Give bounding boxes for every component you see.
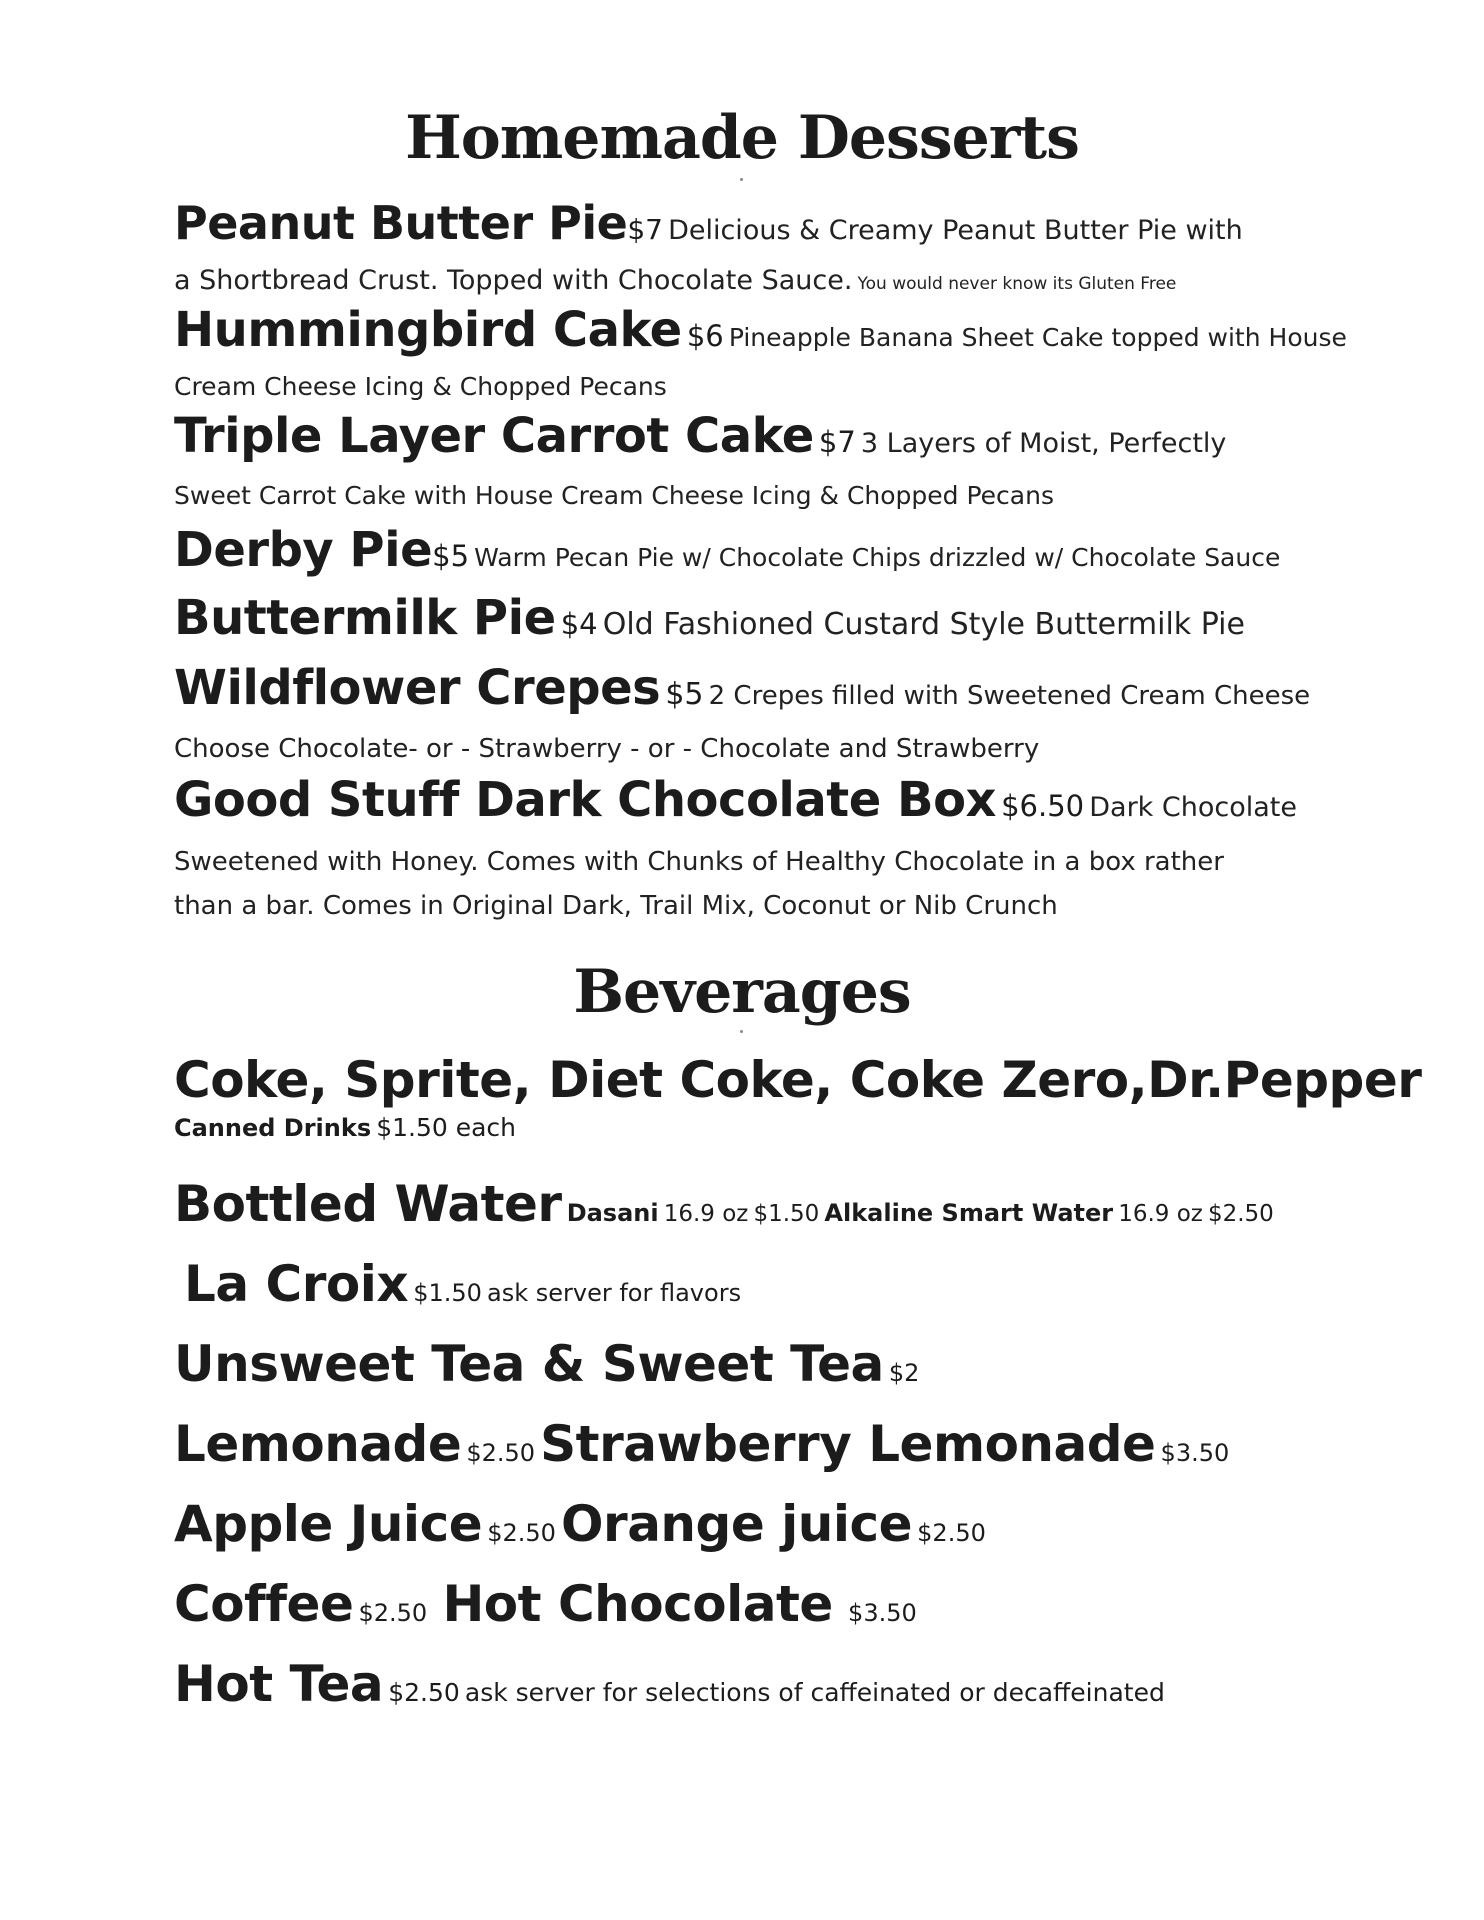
beverage-price: $1.50 — [753, 1201, 820, 1227]
beverage-price: $2.50 — [466, 1439, 536, 1467]
dessert-desc: 2 Crepes filled with Sweetened Cream Cheese — [708, 681, 1311, 711]
beverage-coffee — [174, 1572, 1324, 1648]
dessert-peanut-butter-pie — [174, 196, 1324, 304]
beverage-sub: Alkaline Smart Water — [824, 1199, 1114, 1227]
dessert-name: Hummingbird Cake — [174, 302, 682, 358]
dessert-desc-cont: than a bar. Comes in Original Dark, Trail Mix, Coconut or Nib Crunch — [174, 891, 1058, 921]
beverage-water — [174, 1172, 1324, 1248]
dessert-desc: Old Fashioned Custard Style Buttermilk Pie — [602, 607, 1245, 642]
dessert-name: Good Stuff Dark Chocolate Box — [174, 772, 997, 828]
dessert-buttermilk-pie — [174, 588, 1324, 659]
beverage-name: La Croix — [184, 1255, 409, 1313]
dessert-desc: Warm Pecan Pie w/ Chocolate Chips drizzled w/ Chocolate Sauce — [474, 543, 1281, 572]
dessert-name: Wildflower Crepes — [174, 660, 661, 716]
beverage-name: Unsweet Tea & Sweet Tea — [174, 1335, 884, 1393]
dessert-name: Buttermilk Pie — [174, 590, 556, 646]
beverage-name-2: Orange juice — [561, 1495, 913, 1553]
beverage-name: Lemonade — [174, 1415, 462, 1473]
beverage-price-2: $3.50 — [1160, 1439, 1230, 1467]
beverage-size: 16.9 oz — [663, 1201, 749, 1227]
beverage-hot-tea — [174, 1652, 1324, 1728]
beverage-price: $2.50 — [388, 1678, 460, 1707]
dessert-price: $7 — [627, 213, 663, 246]
beverage-name-2: Strawberry Lemonade — [540, 1415, 1156, 1473]
dessert-price: $6 — [686, 319, 724, 353]
beverage-price: $2.50 — [358, 1599, 428, 1627]
dessert-derby-pie — [174, 520, 1324, 591]
beverage-note: ask server for flavors — [487, 1279, 742, 1307]
dessert-price: $7 — [818, 425, 856, 459]
dessert-desc-cont: Sweetened with Honey. Comes with Chunks of Healthy Chocolate in a box rather — [174, 847, 1224, 877]
dessert-desc-cont: Choose Chocolate- or - Strawberry - or - Chocolate and Strawberry — [174, 734, 1040, 764]
beverage-price: $2.50 — [487, 1519, 556, 1547]
dessert-desc: Dark Chocolate — [1089, 792, 1297, 823]
dessert-hummingbird-cake — [174, 302, 1347, 408]
dessert-price: $5 — [432, 539, 470, 573]
dessert-carrot-cake — [174, 408, 1324, 520]
dessert-price: $4 — [560, 607, 598, 641]
beverage-note: ask server for selections of caffeinated or decaffeinated — [464, 1678, 1165, 1707]
dessert-chocolate-box — [174, 770, 1324, 929]
dessert-note: You would never know its Gluten Free — [857, 274, 1177, 294]
beverage-price: $2.50 — [1207, 1201, 1274, 1227]
dessert-name: Peanut Butter Pie — [174, 196, 628, 250]
dessert-name: Triple Layer Carrot Cake — [174, 408, 814, 464]
dessert-desc: 3 Layers of Moist, Perfectly — [860, 428, 1227, 459]
beverage-name: Hot Tea — [174, 1655, 384, 1713]
dessert-desc-cont: Sweet Carrot Cake with House Cream Cheese Icing & Chopped Pecans — [174, 481, 1054, 510]
beverage-lacroix — [184, 1252, 1334, 1328]
beverages-title: Beverages — [573, 957, 911, 1027]
beverage-sub: Dasani — [566, 1199, 659, 1227]
beverage-name: Apple Juice — [174, 1495, 483, 1553]
beverage-sub: Canned Drinks — [174, 1114, 372, 1142]
dessert-desc-cont: Cream Cheese Icing & Chopped Pecans — [174, 372, 667, 401]
dessert-price: $5 — [665, 677, 704, 712]
beverage-name-2: Hot Chocolate — [442, 1575, 833, 1633]
beverage-price: $1.50 — [413, 1279, 482, 1307]
dessert-name: Derby Pie — [174, 522, 433, 578]
dessert-price: $6.50 — [1001, 789, 1085, 823]
title-dot — [740, 1030, 743, 1033]
beverage-tea — [174, 1332, 1324, 1408]
beverage-juice — [174, 1492, 1324, 1568]
beverage-size: 16.9 oz — [1118, 1201, 1203, 1227]
dessert-desc-cont: a Shortbread Crust. Topped with Chocolate Sauce. — [174, 265, 853, 296]
beverage-price: $1.50 each — [376, 1113, 517, 1142]
beverage-name: Coffee — [174, 1575, 354, 1633]
beverage-lemonade — [174, 1412, 1324, 1488]
dessert-desc: Delicious & Creamy Peanut Butter Pie with — [668, 215, 1243, 246]
beverage-name: Coke, Sprite, Diet Coke, Coke Zero,Dr.Pepper — [174, 1051, 1422, 1109]
beverage-canned — [174, 1048, 1422, 1147]
beverage-price: $2 — [888, 1359, 920, 1387]
title-dot — [740, 178, 743, 181]
dessert-desc: Pineapple Banana Sheet Cake topped with House — [728, 323, 1347, 352]
beverage-price-2: $2.50 — [917, 1519, 986, 1547]
beverage-price-2: $3.50 — [848, 1599, 917, 1627]
dessert-wildflower-crepes — [174, 658, 1324, 772]
beverage-name: Bottled Water — [174, 1175, 562, 1233]
desserts-title: Homemade Desserts — [405, 103, 1079, 173]
